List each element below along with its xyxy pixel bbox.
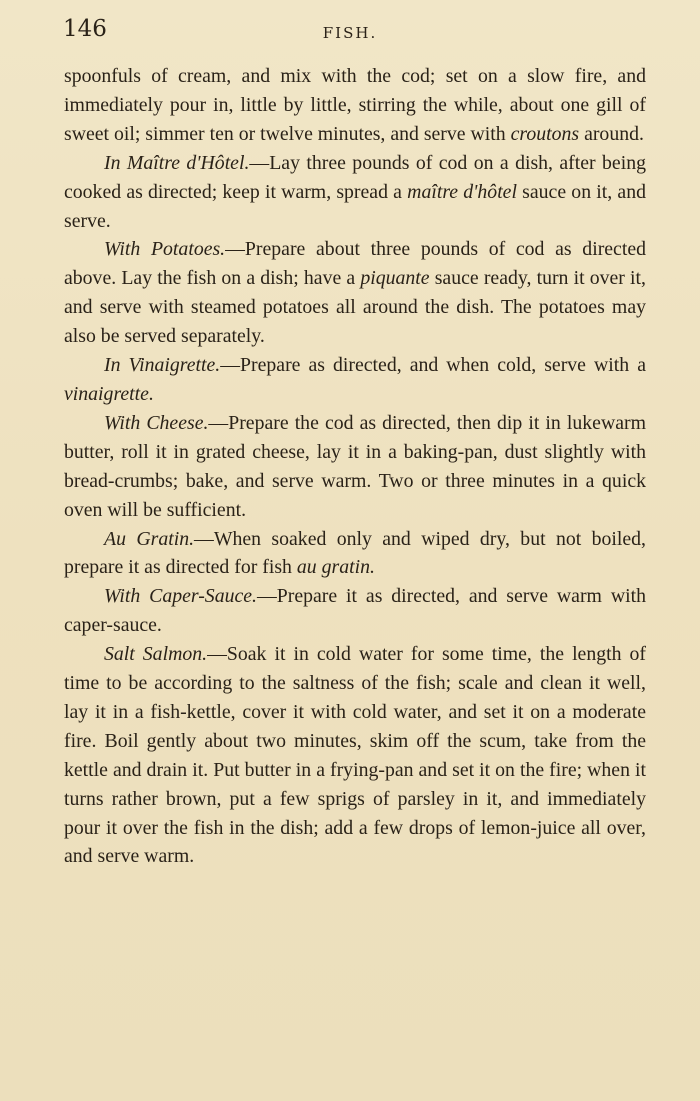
recipe-heading: Au Gratin. [104,527,195,550]
running-head: FISH. [322,24,378,42]
paragraph-in-vinaigrette [64,351,646,409]
paragraph-salt-salmon [64,640,646,871]
italic-term: piquante [360,267,430,290]
recipe-heading: In Vinaigrette. [104,354,221,377]
italic-term: maître d'hôtel [407,180,517,203]
recipe-heading: Salt Salmon. [104,643,208,666]
italic-term: au gratin. [296,556,375,579]
paragraph-with-potatoes [64,235,646,351]
paragraph-tail: sauce on it, and serve. [64,180,646,232]
recipe-heading: With Potatoes. [104,238,226,261]
paragraph-tail: around. [579,122,644,145]
recipe-heading: With Cheese. [104,411,209,434]
paragraph-tail: sauce ready, turn it over it, and serve with steamed potatoes all around the dish. The potatoes may also be served separately. [64,267,646,348]
paragraph-text: —Lay three pounds of cod on a dish, after being cooked as directed; keep it warm, spread a [64,151,646,203]
paragraph-cod-continued [64,62,646,149]
page-number: 146 [63,16,107,42]
paragraph-with-caper-sauce [64,582,646,640]
paragraph-with-cheese [64,409,646,525]
recipe-heading: In Maître d'Hôtel. [104,151,250,174]
paragraph-text: —Prepare it as directed, and serve warm with caper-sauce. [64,585,646,637]
paragraph-text: —Prepare the cod as directed, then dip it in lukewarm butter, roll it in grated cheese, lay it in a baking-pan, dust slightly with bread-crumbs; bake, and serve warm. Two or three minutes in a quick oven will be sufficient. [64,411,646,521]
paragraph-text: —Soak it in cold water for some time, the length of time to be according to the saltness of the fish; scale and clean it well, lay it in a fish-kettle, cover it with cold water, and set it on a moderate fire. Boil gently about two minutes, skim off the scum, take from the kettle and drain it. Put butter in a frying-pan and set it on the fire; when it turns rather brown, put a few sprigs of parsley in it, and immediately pour it over the fish in the dish; add a few drops of lemon-juice all over, and serve warm. [64,643,647,868]
paragraph-maitre-d-hotel [64,149,646,236]
paragraph-text: —Prepare about three pounds of cod as directed above. Lay the fish on a dish; have a [64,238,647,290]
italic-term: croutons [510,122,580,145]
paragraph-text: —When soaked only and wiped dry, but not boiled, prepare it as directed for fish [64,527,646,579]
recipe-heading: With Caper-Sauce. [104,585,257,608]
body-text [64,62,646,871]
paragraph-text: spoonfuls of cream, and mix with the cod; set on a slow fire, and immediately pour in, little by little, stirring the while, about one gill of sweet oil; simmer ten or twelve minutes, and serve with [64,65,646,145]
paragraph-text: —Prepare as directed, and when cold, serve with a [220,354,646,377]
paragraph-au-gratin [64,525,646,583]
italic-term: vinaigrette. [64,382,154,405]
